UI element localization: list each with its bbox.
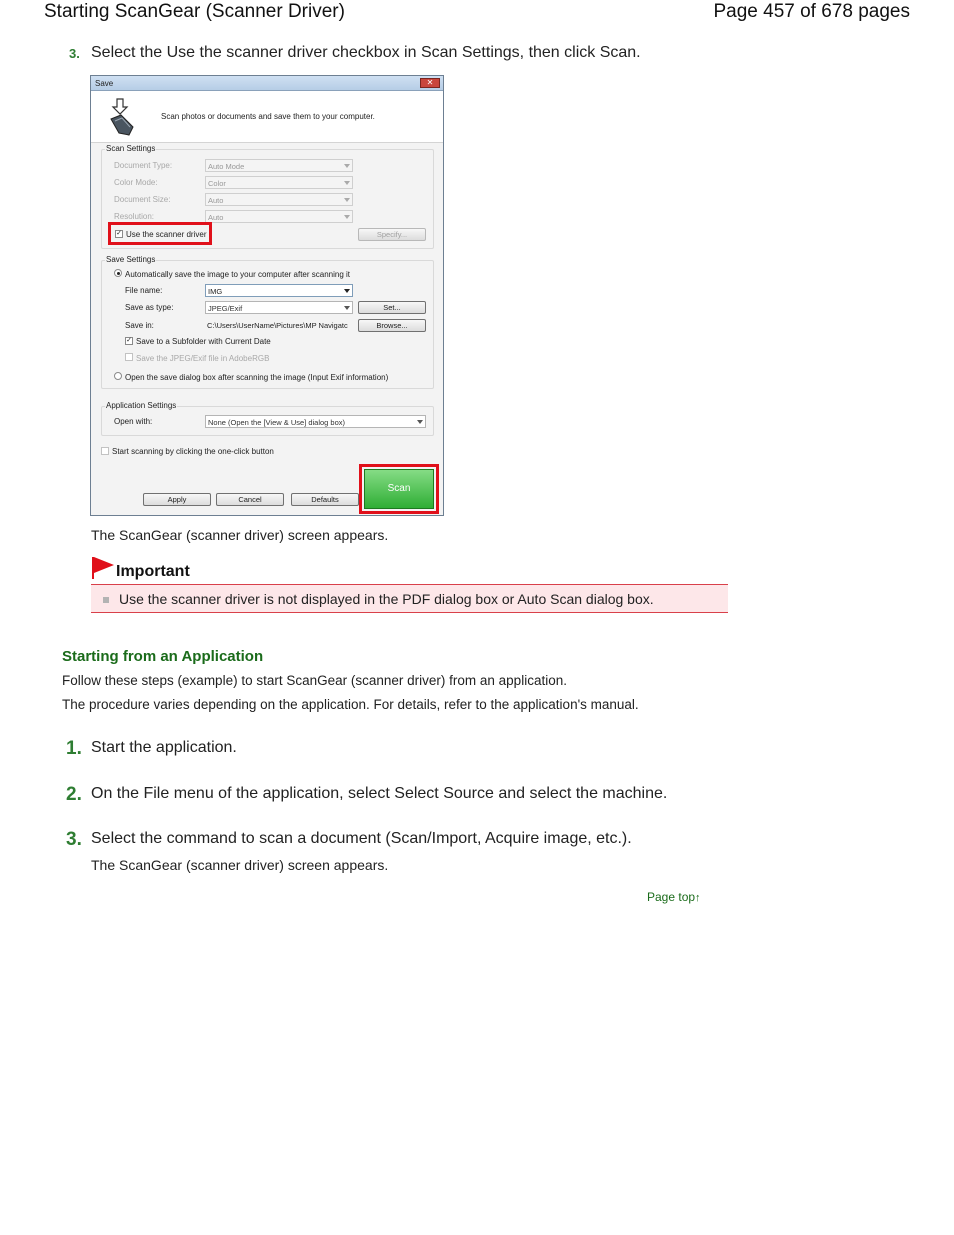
save-settings-label: Save Settings — [106, 255, 156, 264]
one-click-label: Start scanning by clicking the one-click button — [112, 447, 274, 456]
dialog-header-area — [91, 91, 443, 143]
subfolder-label: Save to a Subfolder with Current Date — [136, 337, 271, 346]
open-with-label: Open with: — [114, 417, 153, 426]
scan-settings-label: Scan Settings — [106, 144, 156, 153]
resolution-label: Resolution: — [114, 212, 155, 221]
arrow-up-icon: ↑ — [695, 892, 701, 904]
bullet-icon — [103, 597, 109, 603]
scan-button[interactable]: Scan — [364, 469, 434, 509]
document-type-label: Document Type: — [114, 161, 173, 170]
section-title: Starting from an Application — [62, 648, 264, 665]
highlight-scan-button — [359, 464, 439, 514]
open-save-dialog-radio[interactable] — [114, 372, 122, 380]
save-dialog-screenshot — [90, 75, 444, 516]
dialog-caption: The ScanGear (scanner driver) screen appears. — [91, 527, 389, 543]
important-text: Use the scanner driver is not displayed in the PDF dialog box or Auto Scan dialog box. — [119, 591, 654, 607]
application-settings-label: Application Settings — [106, 401, 177, 410]
browse-button[interactable]: Browse... — [358, 319, 426, 332]
chevron-down-icon — [344, 164, 350, 168]
step-text: Select the Use the scanner driver checkbox in Scan Settings, then click Scan. — [91, 44, 641, 61]
step-text: Start the application. — [91, 739, 237, 756]
auto-save-label: Automatically save the image to your computer after scanning it — [125, 270, 350, 279]
set-button[interactable]: Set... — [358, 301, 426, 314]
step-number: 3. — [69, 46, 80, 61]
chevron-down-icon — [344, 306, 350, 310]
document-type-select[interactable]: Auto Mode — [205, 159, 353, 172]
save-in-label: Save in: — [125, 321, 154, 330]
close-icon[interactable]: ✕ — [420, 78, 440, 88]
one-click-checkbox[interactable] — [101, 447, 109, 455]
file-name-label: File name: — [125, 286, 163, 295]
chevron-down-icon — [344, 215, 350, 219]
section-paragraph-2: The procedure varies depending on the application. For details, refer to the application's manual. — [62, 697, 639, 712]
chevron-down-icon — [417, 420, 423, 424]
document-size-label: Document Size: — [114, 195, 171, 204]
page-top-label: Page top — [647, 890, 696, 904]
step-number: 1. — [66, 738, 82, 759]
chevron-down-icon — [344, 289, 350, 293]
save-as-type-label: Save as type: — [125, 303, 174, 312]
chevron-down-icon — [344, 198, 350, 202]
adobergb-label: Save the JPEG/Exif file in AdobeRGB — [136, 354, 270, 363]
dialog-titlebar — [91, 76, 443, 91]
color-mode-select[interactable]: Color — [205, 176, 353, 189]
dialog-description: Scan photos or documents and save them to your computer. — [161, 112, 375, 121]
page-top-link[interactable] — [647, 890, 701, 904]
step-number: 2. — [66, 784, 82, 805]
chevron-down-icon — [344, 181, 350, 185]
open-save-dialog-label: Open the save dialog box after scanning the image (Input Exif information) — [125, 373, 389, 382]
resolution-select[interactable]: Auto — [205, 210, 353, 223]
save-as-type-select[interactable]: JPEG/Exif — [205, 301, 353, 314]
step-text: Select the command to scan a document (Scan/Import, Acquire image, etc.). — [91, 830, 632, 847]
scan-to-pc-icon — [107, 97, 137, 137]
save-in-path: C:\Users\UserName\Pictures\MP Navigatc — [207, 321, 348, 330]
specify-button[interactable]: Specify... — [358, 228, 426, 241]
use-scanner-driver-label: Use the scanner driver — [126, 230, 207, 239]
step-number: 3. — [66, 829, 82, 850]
file-name-input[interactable]: IMG — [205, 284, 353, 297]
section-paragraph-1: Follow these steps (example) to start ScanGear (scanner driver) from an application. — [62, 673, 567, 688]
dialog-title: Save — [95, 79, 114, 88]
flag-icon — [91, 556, 115, 580]
auto-save-radio[interactable] — [114, 269, 122, 277]
document-title: Starting ScanGear (Scanner Driver) — [44, 1, 345, 22]
highlight-use-driver — [108, 222, 212, 245]
cancel-button[interactable]: Cancel — [216, 493, 284, 506]
document-size-select[interactable]: Auto — [205, 193, 353, 206]
adobergb-checkbox[interactable] — [125, 353, 133, 361]
subfolder-checkbox[interactable]: ✓ — [126, 337, 132, 344]
defaults-button[interactable]: Defaults — [291, 493, 359, 506]
use-scanner-driver-checkbox[interactable]: ✓ — [116, 230, 122, 237]
step-text: On the File menu of the application, select Select Source and select the machine. — [91, 785, 668, 802]
color-mode-label: Color Mode: — [114, 178, 158, 187]
apply-button[interactable]: Apply — [143, 493, 211, 506]
open-with-select[interactable]: None (Open the [View & Use] dialog box) — [205, 415, 426, 428]
important-box — [91, 584, 728, 613]
important-title: Important — [116, 563, 190, 580]
page-counter: Page 457 of 678 pages — [713, 1, 910, 22]
step-3-caption: The ScanGear (scanner driver) screen appears. — [91, 857, 389, 873]
